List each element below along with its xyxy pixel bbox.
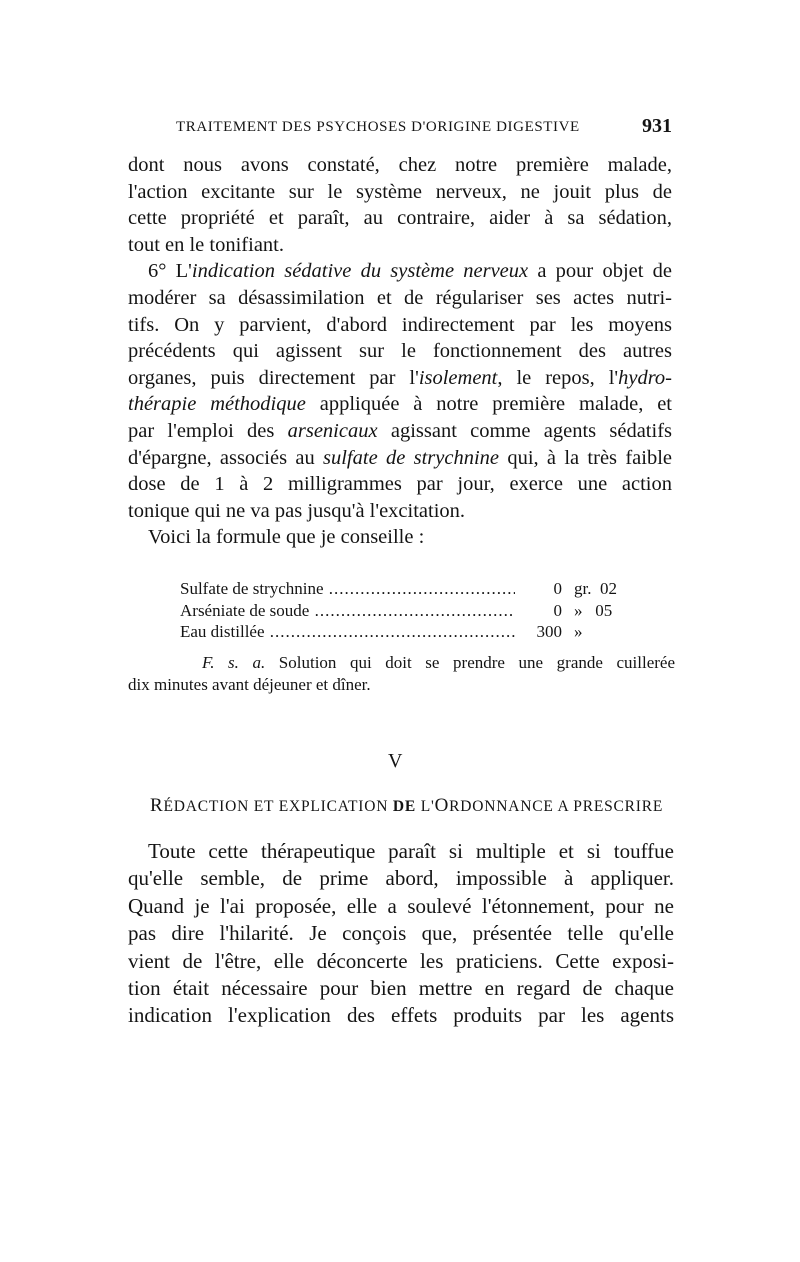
section-text-block: [128, 838, 674, 1030]
text-run: Solution qui doit se prendre une grande cuillerée: [265, 653, 675, 672]
text-run: , le repos, l': [497, 366, 619, 389]
text-run: a pour objet de: [528, 260, 672, 283]
text-line: Voici la formule que je conseille :: [148, 526, 425, 549]
text-line: l'action excitante sur le système nerveux, ne jouit plus de: [128, 180, 672, 203]
text-line: dose de 1 à 2 milligrammes par jour, exerce une action: [128, 473, 672, 496]
ingredient-quantity: 0: [553, 600, 562, 620]
title-run: RDONNANCE A PRESCRIRE: [449, 798, 664, 815]
section-number: V: [388, 750, 403, 772]
title-run-bold: DE: [392, 798, 417, 815]
ingredient-name: Arséniate de soude .....: [180, 600, 515, 622]
title-capital: O: [434, 795, 450, 816]
text-line: cette propriété et paraît, au contraire, aider à sa sédation,: [128, 207, 672, 230]
italic-term: arsenicaux: [287, 419, 378, 442]
text-line: qu'elle semble, de prime abord, impossible à appliquer.: [128, 866, 674, 891]
main-text-block: [128, 152, 672, 551]
text-line: modérer sa désassimilation et de régulariser ses actes nutri-: [128, 286, 672, 309]
text-line: [128, 391, 672, 418]
text-run: appliquée à notre première malade, et: [305, 393, 672, 416]
prescription-formula: [180, 578, 650, 643]
italic-term: indication sédative du système nerveux: [191, 260, 529, 283]
title-run: ÉDACTION ET EXPLICATION: [163, 798, 393, 815]
text-line: dont nous avons constaté, chez notre première malade,: [128, 154, 672, 176]
text-line: tion était nécessaire pour bien mettre en regard de chaque: [128, 976, 674, 1001]
ingredient-quantity: 0: [553, 579, 562, 598]
formula-note-line: dix minutes avant déjeuner et dîner.: [128, 674, 371, 694]
running-title: TRAITEMENT DES PSYCHOSES D'ORIGINE DIGESTIVE: [176, 119, 580, 135]
text-line: précédents qui agissent sur le fonctionnement des autres: [128, 340, 672, 363]
text-run: d'épargne, associés au: [128, 446, 323, 469]
text-line: vient de l'être, elle déconcerte les praticiens. Cette exposi-: [128, 948, 674, 973]
title-run: L': [416, 798, 435, 815]
ingredient-name: Eau distillée .....: [180, 621, 515, 643]
text-line: Quand je l'ai proposée, elle a soulevé l'étonnement, pour ne: [128, 893, 674, 918]
text-line: pas dire l'hilarité. Je conçois que, présentée telle qu'elle: [128, 921, 674, 946]
running-header: [176, 115, 672, 139]
section-title: [150, 795, 664, 817]
text-line: indication l'explication des effets produits par les agents: [128, 1003, 674, 1028]
text-line: [128, 445, 672, 472]
ingredient-quantity: 300: [536, 622, 562, 641]
text-line: Toute cette thérapeutique paraît si multiple et si touffue: [148, 839, 674, 863]
italic-term: isolement: [418, 366, 498, 389]
formula-row: [180, 621, 650, 643]
formula-row: [180, 578, 650, 600]
text-run: par l'emploi des: [128, 419, 288, 442]
text-line: tifs. On y parvient, d'abord indirectement par les moyens: [128, 313, 672, 336]
ingredient-unit: » 05: [574, 600, 613, 620]
text-line: tout en le tonifiant.: [128, 233, 284, 256]
formula-note: [128, 652, 675, 695]
ingredient-name: Sulfate de strychnine .....: [180, 578, 515, 600]
italic-abbreviation: F. s. a.: [202, 653, 266, 672]
text-run: organes, puis directement par l': [128, 366, 419, 389]
page-number: 931: [642, 115, 672, 137]
text-line: tonique qui ne va pas jusqu'à l'excitation.: [128, 499, 466, 522]
italic-term: thérapie méthodique: [128, 393, 306, 416]
formula-note-line: [180, 652, 675, 674]
text-line: [128, 258, 672, 285]
text-run: qui, à la très faible: [499, 446, 672, 469]
text-line: [128, 365, 672, 392]
italic-term: hydro-: [618, 366, 672, 389]
italic-term: sulfate de strychnine: [323, 446, 500, 469]
text-line: [128, 418, 672, 445]
text-run: agissant comme agents sédatifs: [377, 419, 672, 442]
title-capital: R: [150, 795, 164, 816]
text-run: 6° L': [148, 260, 192, 283]
ingredient-unit: »: [574, 622, 583, 641]
formula-row: [180, 600, 650, 622]
ingredient-unit: gr. 02: [574, 579, 617, 598]
